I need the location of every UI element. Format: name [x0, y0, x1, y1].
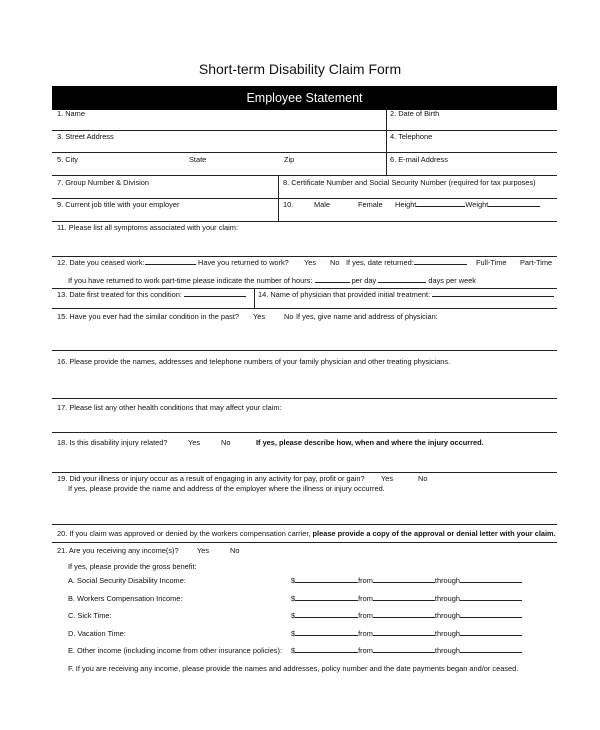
- income-yes-option[interactable]: Yes: [197, 546, 210, 555]
- income-b-amount-row[interactable]: $ from through: [291, 594, 522, 603]
- receiving-income-label: 21. Are you receiving any income(s)?: [57, 546, 179, 555]
- income-b-label: B. Workers Compensation Income:: [68, 594, 183, 603]
- city-label: 5. City: [57, 155, 78, 164]
- divider: [52, 256, 557, 257]
- activity-no-option[interactable]: No: [418, 474, 428, 483]
- divider: [52, 288, 557, 289]
- date-returned-label: If yes, date returned:: [346, 258, 467, 267]
- section-header: Employee Statement: [52, 86, 557, 110]
- divider: [254, 288, 255, 308]
- income-e-label: E. Other income (including income from other insurance policies):: [68, 646, 283, 655]
- parttime-hours-label: If you have returned to work part-time please indicate the number of hours: per day days per week: [68, 276, 476, 285]
- other-health-conditions-label: 17. Please list any other health conditions that may affect your claim:: [57, 403, 282, 412]
- income-c-amount-row[interactable]: $ from through: [291, 611, 522, 620]
- divider: [52, 221, 557, 222]
- state-label: State: [189, 155, 207, 164]
- zip-label: Zip: [284, 155, 295, 164]
- street-label: 3. Street Address: [57, 132, 114, 141]
- employer-address-label: If yes, please provide the name and address of the employer where the illness or injury occurred.: [68, 484, 385, 493]
- fulltime-option[interactable]: Full-Time: [476, 258, 507, 267]
- injury-no-option[interactable]: No: [221, 438, 231, 447]
- divider: [52, 175, 557, 176]
- f10-label: 10.: [283, 200, 294, 209]
- returned-yes-option[interactable]: Yes: [304, 258, 317, 267]
- activity-yes-option[interactable]: Yes: [381, 474, 394, 483]
- group-number-label: 7. Group Number & Division: [57, 178, 150, 187]
- height-label: Height Weight: [395, 200, 540, 209]
- divider: [52, 152, 557, 153]
- similar-condition-label: 15. Have you ever had the similar condition in the past?: [57, 312, 239, 321]
- certificate-label: 8. Certificate Number and Social Security Number (required for tax purposes): [283, 178, 536, 187]
- returned-to-work-label: Have you returned to work?: [198, 258, 289, 267]
- divider: [52, 398, 557, 399]
- male-option[interactable]: Male: [314, 200, 331, 209]
- activity-for-pay-label: 19. Did your illness or injury occur as a result of engaging in any activity for pay, profit or gain?: [57, 474, 365, 483]
- symptoms-label: 11. Please list all symptoms associated with your claim:: [57, 223, 239, 232]
- divider: [52, 524, 557, 525]
- similar-no-option[interactable]: No: [284, 312, 294, 321]
- similar-yes-option[interactable]: Yes: [253, 312, 266, 321]
- name-label: 1. Name: [57, 109, 85, 118]
- divider: [52, 308, 557, 309]
- female-option[interactable]: Female: [358, 200, 383, 209]
- physician-address-label: If yes, give name and address of physician:: [296, 312, 438, 321]
- income-a-label: A. Social Security Disability Income:: [68, 576, 186, 585]
- divider: [52, 432, 557, 433]
- divider: [386, 107, 387, 175]
- income-d-label: D. Vacation Time:: [68, 629, 126, 638]
- income-a-amount-row[interactable]: $ from through: [291, 576, 522, 585]
- returned-no-option[interactable]: No: [330, 258, 340, 267]
- treating-physicians-label: 16. Please provide the names, addresses and telephone numbers of your family physician and other treating physicians.: [57, 357, 451, 366]
- form-title: Short-term Disability Claim Form: [198, 61, 402, 77]
- physician-name-label: 14. Name of physician that provided initial treatment:: [258, 290, 554, 299]
- date-ceased-label: 12. Date you ceased work:: [57, 258, 196, 267]
- divider: [52, 198, 557, 199]
- injury-yes-option[interactable]: Yes: [188, 438, 201, 447]
- divider: [52, 542, 557, 543]
- job-title-label: 9. Current job title with your employer: [57, 200, 180, 209]
- divider: [52, 350, 557, 351]
- parttime-option[interactable]: Part-Time: [520, 258, 553, 267]
- divider: [52, 130, 557, 131]
- income-no-option[interactable]: No: [230, 546, 240, 555]
- income-f-label: F. If you are receiving any income, please provide the names and addresses, policy number and the date payments began and/or ceased.: [68, 664, 519, 673]
- date-first-treated-label: 13. Date first treated for this condition:: [57, 290, 246, 299]
- dob-label: 2. Date of Birth: [390, 109, 440, 118]
- workers-comp-label: 20. If you claim was approved or denied by the workers compensation carrier, please provide a copy of the approval or denial letter with your claim.: [57, 529, 556, 538]
- injury-related-label: 18. Is this disability injury related?: [57, 438, 168, 447]
- income-d-amount-row[interactable]: $ from through: [291, 629, 522, 638]
- telephone-label: 4. Telephone: [390, 132, 433, 141]
- income-c-label: C. Sick Time:: [68, 611, 112, 620]
- injury-description-label: If yes, please describe how, when and where the injury occurred.: [256, 438, 484, 447]
- divider: [52, 472, 557, 473]
- divider: [278, 175, 279, 221]
- income-e-amount-row[interactable]: $ from through: [291, 646, 522, 655]
- gross-benefit-label: If yes, please provide the gross benefit:: [68, 562, 197, 571]
- email-label: 6. E-mail Address: [390, 155, 448, 164]
